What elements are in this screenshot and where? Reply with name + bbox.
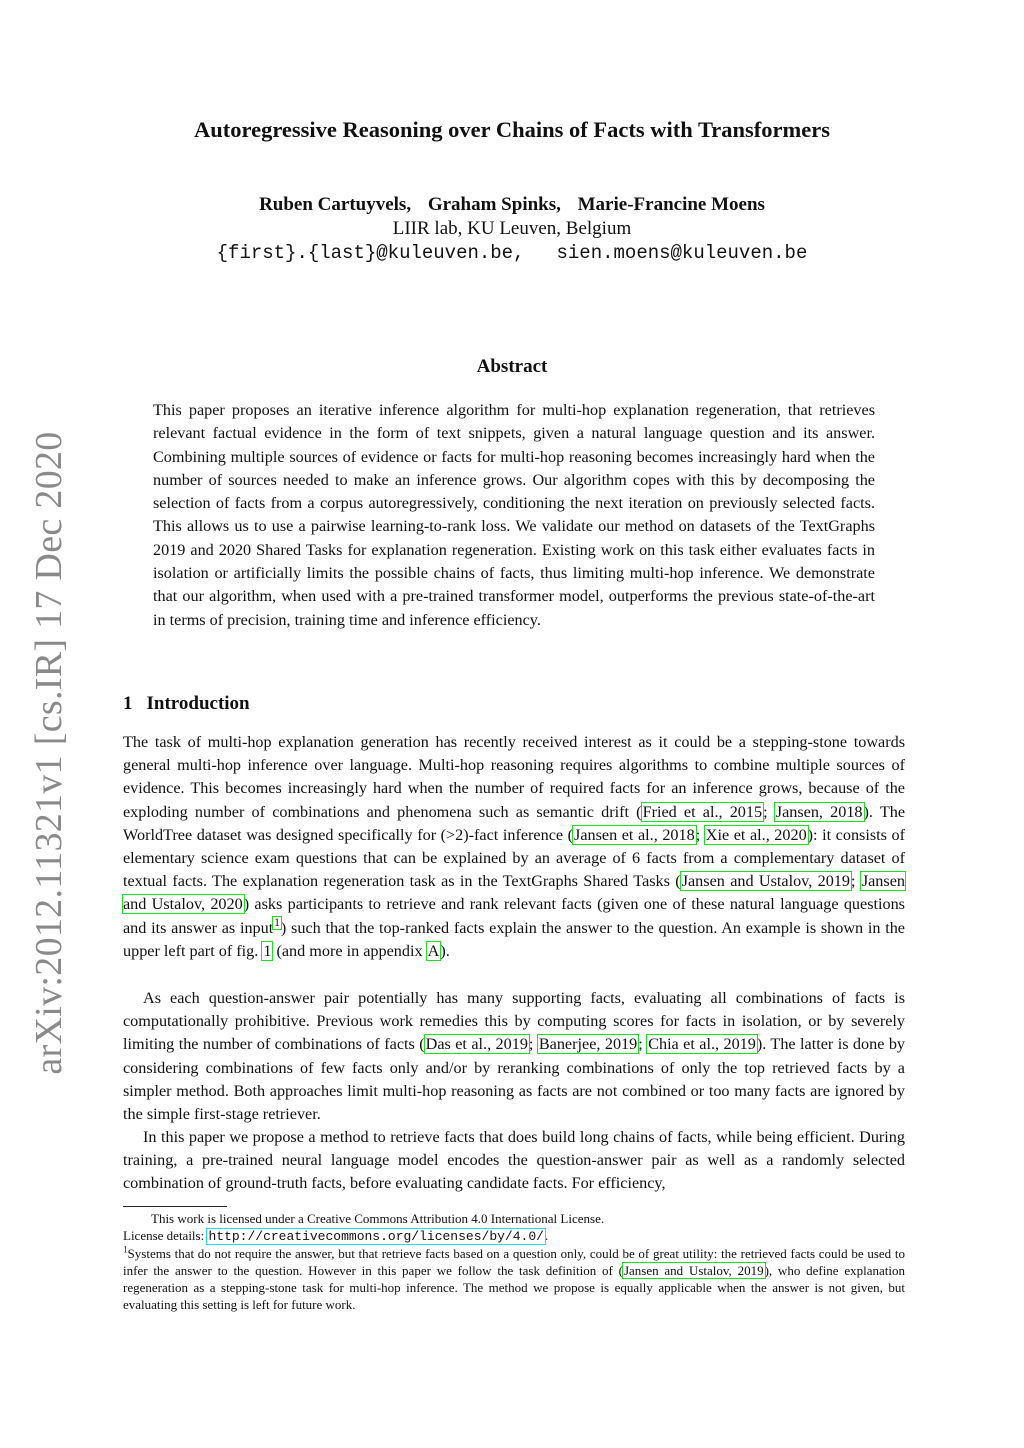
figure-ref-link[interactable]: 1 — [263, 941, 272, 960]
footnote-1: $^1$Systems that do not require the answer, but that retrieve facts based on a question only, could be of great utility: the retrieved facts could be used to infer the answer to the question. However in this paper we follow the task definition of (Jansen and Ustalov, 2019), who define explanation regeneration as a stepping-stone task for multi-hop inference. The method we propose is equally applicable when the answer is not given, but evaluating this setting is left for future work. — [123, 1244, 905, 1312]
arxiv-identifier — [28, 431, 70, 1075]
footnote-marker: 1 — [123, 1244, 128, 1255]
paper-title: Autoregressive Reasoning over Chains of Facts with Transformers — [194, 117, 830, 142]
abstract-heading: Abstract — [476, 356, 548, 377]
citation-link[interactable]: Jansen et al., 2018 — [574, 825, 695, 844]
affiliation: LIIR lab, KU Leuven, Belgium — [392, 218, 632, 239]
email-2: sien.moens@kuleuven.be — [556, 242, 808, 264]
footnote-rule — [123, 1206, 227, 1207]
arxiv-id-text: arXiv:2012.11321v1 [cs.IR] 17 Dec 2020 — [28, 431, 70, 1075]
abstract-text: This paper proposes an iterative inference algorithm for multi-hop explanation regeneration, that retrieves relevant factual evidence in the form of text snippets, given a natural language question and its answer. Combining multiple sources of evidence or facts for multi-hop reasoning becomes increasingly hard when the number of sources needed to make an inference grows. Our algorithm copes with this by decomposing the selection of facts from a corpus autoregressively, conditioning the next iteration on previously selected facts. This allows us to use a pairwise learning-to-rank loss. We validate our method on datasets of the TextGraphs 2019 and 2020 Shared Tasks for explanation regeneration. Existing work on this task either evaluates facts in isolation or artificially limits the possible chains of facts, thus limiting multi-hop inference. We demonstrate that our algorithm, when used with a pre-trained transformer model, outperforms the previous state-of-the-art in terms of precision, training time and inference efficiency. — [153, 401, 875, 629]
license-footnote: This work is licensed under a Creative Commons Attribution 4.0 International License. License details: http://creativecommons.org/licenses/by/4.0/. — [123, 1211, 605, 1244]
section-title: Introduction — [146, 693, 250, 714]
citation-link[interactable]: Fried et al., 2015 — [642, 802, 763, 821]
citation-link[interactable]: Jansen and Ustalov, 2019 — [681, 872, 850, 891]
citation-link[interactable]: Xie et al., 2020 — [705, 825, 807, 844]
section-number: 1 — [123, 693, 133, 714]
intro-paragraph-1: The task of multi-hop explanation generation has recently received interest as it could be a stepping-stone towards general multi-hop inference over language. Multi-hop reasoning requires algorithms to combine multiple sources of evidence. This becomes increasingly hard when the number of required facts for an inference grows, because of the exploding number of combinations and phenomena such as semantic drift (Fried et al., 2015; Jansen, 2018). The WorldTree dataset was designed specifically for (>2)-fact inference (Jansen et al., 2018; Xie et al., 2020): it consists of elementary science exam questions that can be explained by an average of 6 facts from a complementary dataset of textual facts. The explanation regeneration task as in the TextGraphs Shared Tasks (Jansen and Ustalov, 2019; Jansen and Ustalov, 2020) asks participants to retrieve and rank relevant facts (given one of these natural language questions and its answer as input$^1$) such that the top-ranked facts explain the answer to the question. An example is shown in the upper left part of fig. 1 (and more in appendix A). — [123, 733, 905, 960]
intro-paragraph-3: In this paper we propose a method to retrieve facts that does build long chains of facts, while being efficient. During training, a pre-trained neural language model encodes the question-answer pair as well as a randomly selected combination of ground-truth facts, before evaluating candidate facts. For efficiency, — [123, 1128, 905, 1193]
author-emails — [0, 242, 1024, 264]
citation-link[interactable]: Das et al., 2019 — [425, 1035, 528, 1054]
citation-link[interactable]: Jansen, 2018 — [775, 802, 863, 821]
author-1: Ruben Cartuyvels, — [259, 194, 412, 215]
email-1: {first}.{last}@kuleuven.be, — [216, 242, 525, 264]
footnote-ref-link[interactable]: 1 — [274, 917, 280, 930]
citation-link[interactable]: Banerjee, 2019 — [538, 1035, 638, 1054]
license-url-link[interactable]: http://creativecommons.org/licenses/by/4.0/ — [208, 1229, 544, 1244]
intro-paragraph-2: As each question-answer pair potentially has many supporting facts, evaluating all combinations of facts is computationally prohibitive. Previous work remedies this by computing scores for facts in isolation, or by severely limiting the number of combinations of facts (Das et al., 2019; Banerjee, 2019; Chia et al., 2019). The latter is done by considering combinations of few facts only and/or by reranking combinations of only the top retrieved facts by a simpler method. Both approaches limit multi-hop reasoning as facts are not combined or too many facts are ignored by the simple first-stage retriever. — [123, 989, 906, 1124]
section-heading — [123, 693, 250, 715]
citation-link[interactable]: Jansen and Ustalov, 2019 — [623, 1263, 764, 1278]
author-2: Graham Spinks, — [427, 194, 561, 215]
author-list — [0, 194, 1024, 216]
citation-link[interactable]: Chia et al., 2019 — [648, 1035, 756, 1054]
citation-link[interactable]: Jansen and Ustalov, 2020 — [123, 872, 905, 914]
author-3: Marie-Francine Moens — [577, 194, 765, 215]
appendix-ref-link[interactable]: A — [427, 941, 440, 960]
